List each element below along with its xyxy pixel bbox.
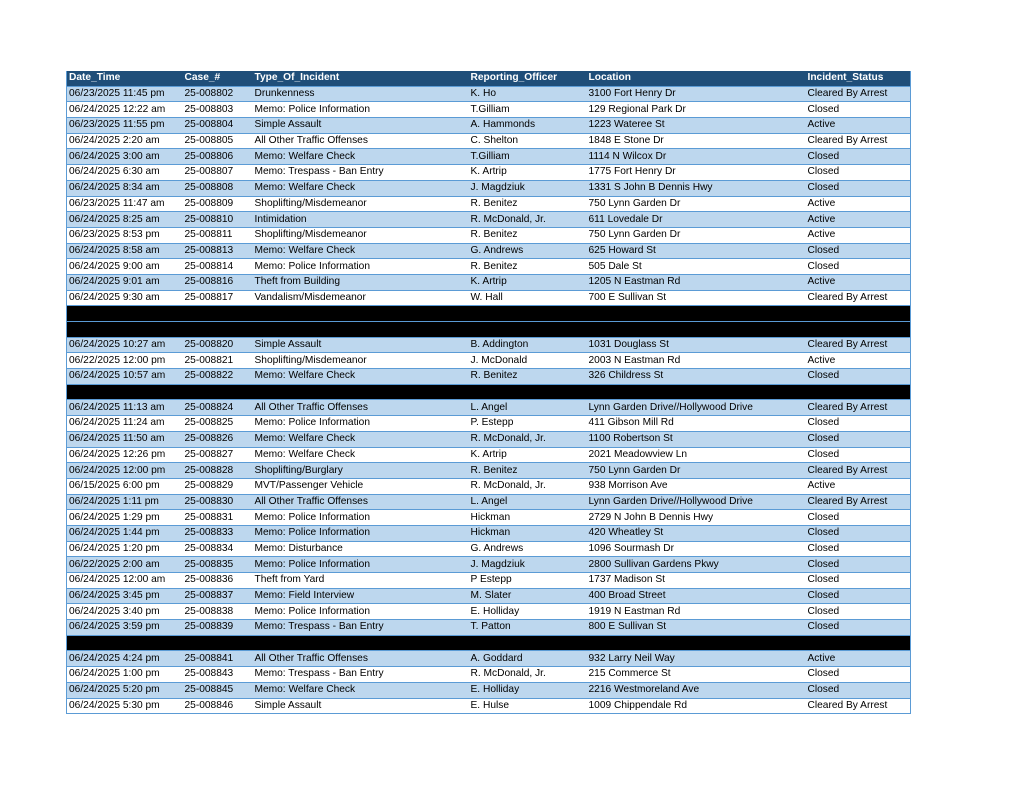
cell-date-time: 06/24/2025 12:00 am: [67, 573, 183, 589]
cell-reporting-officer: R. Benitez: [469, 196, 587, 212]
table-row: [67, 620, 911, 636]
cell-incident-status: Active: [806, 227, 911, 243]
cell-case-number: 25-008828: [183, 463, 253, 479]
cell-type-of-incident: Memo: Police Information: [253, 416, 469, 432]
table-row: [67, 118, 911, 134]
table-row: [67, 165, 911, 181]
cell-date-time: 06/23/2025 11:55 pm: [67, 118, 183, 134]
cell-reporting-officer: A. Hammonds: [469, 118, 587, 134]
cell-date-time: 06/24/2025 9:00 am: [67, 259, 183, 275]
redaction-bar: [183, 635, 253, 651]
cell-location: 3100 Fort Henry Dr: [587, 86, 806, 102]
cell-location: 1331 S John B Dennis Hwy: [587, 180, 806, 196]
cell-incident-status: Active: [806, 212, 911, 228]
cell-incident-status: Closed: [806, 667, 911, 683]
cell-location: 1775 Fort Henry Dr: [587, 165, 806, 181]
redaction-bar: [67, 322, 183, 338]
cell-location: 411 Gibson Mill Rd: [587, 416, 806, 432]
cell-incident-status: Cleared By Arrest: [806, 133, 911, 149]
table-row: [67, 369, 911, 385]
cell-type-of-incident: Simple Assault: [253, 698, 469, 714]
table-row: [67, 180, 911, 196]
cell-case-number: 25-008813: [183, 243, 253, 259]
cell-reporting-officer: R. Benitez: [469, 463, 587, 479]
cell-case-number: 25-008833: [183, 525, 253, 541]
cell-incident-status: Closed: [806, 416, 911, 432]
cell-case-number: 25-008810: [183, 212, 253, 228]
cell-reporting-officer: R. Benitez: [469, 227, 587, 243]
cell-case-number: 25-008803: [183, 102, 253, 118]
cell-reporting-officer: P. Estepp: [469, 416, 587, 432]
cell-location: 326 Childress St: [587, 369, 806, 385]
cell-incident-status: Cleared By Arrest: [806, 463, 911, 479]
cell-date-time: 06/24/2025 9:30 am: [67, 290, 183, 306]
cell-type-of-incident: Memo: Welfare Check: [253, 243, 469, 259]
redaction-bar: [469, 322, 587, 338]
redaction-bar: [806, 635, 911, 651]
redaction-bar: [253, 322, 469, 338]
cell-type-of-incident: Memo: Police Information: [253, 259, 469, 275]
table-row: [67, 212, 911, 228]
cell-date-time: 06/22/2025 12:00 pm: [67, 353, 183, 369]
cell-type-of-incident: MVT/Passenger Vehicle: [253, 478, 469, 494]
redaction-bar: [67, 306, 183, 322]
cell-reporting-officer: J. McDonald: [469, 353, 587, 369]
cell-case-number: 25-008841: [183, 651, 253, 667]
cell-reporting-officer: W. Hall: [469, 290, 587, 306]
header-location: Location: [587, 71, 806, 86]
cell-reporting-officer: K. Artrip: [469, 165, 587, 181]
cell-date-time: 06/24/2025 3:59 pm: [67, 620, 183, 636]
cell-incident-status: Closed: [806, 165, 911, 181]
cell-location: Lynn Garden Drive//Hollywood Drive: [587, 400, 806, 416]
cell-location: 215 Commerce St: [587, 667, 806, 683]
cell-date-time: 06/24/2025 5:20 pm: [67, 682, 183, 698]
header-date-time: Date_Time: [67, 71, 183, 86]
cell-date-time: 06/24/2025 8:58 am: [67, 243, 183, 259]
cell-location: 1031 Douglass St: [587, 337, 806, 353]
cell-reporting-officer: K. Artrip: [469, 274, 587, 290]
cell-reporting-officer: R. McDonald, Jr.: [469, 478, 587, 494]
cell-type-of-incident: Memo: Trespass - Ban Entry: [253, 667, 469, 683]
cell-reporting-officer: K. Ho: [469, 86, 587, 102]
cell-type-of-incident: Drunkenness: [253, 86, 469, 102]
cell-date-time: 06/24/2025 1:00 pm: [67, 667, 183, 683]
cell-reporting-officer: Hickman: [469, 525, 587, 541]
cell-type-of-incident: Memo: Welfare Check: [253, 431, 469, 447]
cell-incident-status: Closed: [806, 620, 911, 636]
cell-location: 505 Dale St: [587, 259, 806, 275]
cell-incident-status: Cleared By Arrest: [806, 290, 911, 306]
cell-reporting-officer: R. McDonald, Jr.: [469, 212, 587, 228]
cell-type-of-incident: Memo: Trespass - Ban Entry: [253, 165, 469, 181]
cell-reporting-officer: E. Holliday: [469, 604, 587, 620]
cell-type-of-incident: Memo: Police Information: [253, 557, 469, 573]
redaction-bar: [67, 635, 183, 651]
cell-date-time: 06/24/2025 5:30 pm: [67, 698, 183, 714]
cell-location: 1114 N Wilcox Dr: [587, 149, 806, 165]
table-row: [67, 682, 911, 698]
cell-location: 2800 Sullivan Gardens Pkwy: [587, 557, 806, 573]
cell-incident-status: Closed: [806, 243, 911, 259]
cell-reporting-officer: J. Magdziuk: [469, 557, 587, 573]
cell-reporting-officer: T. Patton: [469, 620, 587, 636]
cell-case-number: 25-008830: [183, 494, 253, 510]
cell-location: Lynn Garden Drive//Hollywood Drive: [587, 494, 806, 510]
cell-reporting-officer: T.Gilliam: [469, 102, 587, 118]
cell-incident-status: Closed: [806, 180, 911, 196]
cell-type-of-incident: Intimidation: [253, 212, 469, 228]
header-case-number: Case_#: [183, 71, 253, 86]
cell-incident-status: Cleared By Arrest: [806, 337, 911, 353]
header-reporting-officer: Reporting_Officer: [469, 71, 587, 86]
cell-date-time: 06/24/2025 1:20 pm: [67, 541, 183, 557]
cell-date-time: 06/23/2025 11:45 pm: [67, 86, 183, 102]
redaction-bar: [806, 306, 911, 322]
cell-type-of-incident: Memo: Welfare Check: [253, 369, 469, 385]
cell-case-number: 25-008826: [183, 431, 253, 447]
cell-incident-status: Closed: [806, 541, 911, 557]
cell-type-of-incident: Memo: Welfare Check: [253, 447, 469, 463]
cell-location: 1100 Robertson St: [587, 431, 806, 447]
redaction-bar: [469, 384, 587, 400]
cell-date-time: 06/24/2025 1:11 pm: [67, 494, 183, 510]
cell-incident-status: Closed: [806, 259, 911, 275]
redaction-bar: [587, 384, 806, 400]
cell-incident-status: Cleared By Arrest: [806, 698, 911, 714]
redacted-row: [67, 635, 911, 651]
cell-date-time: 06/15/2025 6:00 pm: [67, 478, 183, 494]
redaction-bar: [469, 306, 587, 322]
cell-case-number: 25-008834: [183, 541, 253, 557]
table-row: [67, 510, 911, 526]
cell-date-time: 06/24/2025 8:25 am: [67, 212, 183, 228]
cell-location: 129 Regional Park Dr: [587, 102, 806, 118]
table-row: [67, 227, 911, 243]
cell-case-number: 25-008808: [183, 180, 253, 196]
table-row: [67, 86, 911, 102]
redaction-bar: [183, 306, 253, 322]
cell-incident-status: Cleared By Arrest: [806, 86, 911, 102]
cell-type-of-incident: Memo: Police Information: [253, 102, 469, 118]
cell-type-of-incident: Memo: Welfare Check: [253, 149, 469, 165]
cell-location: 1223 Wateree St: [587, 118, 806, 134]
cell-reporting-officer: L. Angel: [469, 494, 587, 510]
cell-reporting-officer: R. Benitez: [469, 369, 587, 385]
table-row: [67, 463, 911, 479]
cell-location: 700 E Sullivan St: [587, 290, 806, 306]
header-row: [67, 71, 911, 86]
cell-date-time: 06/24/2025 12:26 pm: [67, 447, 183, 463]
redaction-bar: [469, 635, 587, 651]
cell-type-of-incident: Simple Assault: [253, 118, 469, 134]
table-row: [67, 149, 911, 165]
cell-type-of-incident: All Other Traffic Offenses: [253, 400, 469, 416]
cell-location: 800 E Sullivan St: [587, 620, 806, 636]
cell-location: 625 Howard St: [587, 243, 806, 259]
cell-reporting-officer: T.Gilliam: [469, 149, 587, 165]
table-row: [67, 196, 911, 212]
cell-location: 2021 Meadowview Ln: [587, 447, 806, 463]
cell-location: 750 Lynn Garden Dr: [587, 227, 806, 243]
redaction-bar: [67, 384, 183, 400]
table-row: [67, 416, 911, 432]
cell-date-time: 06/24/2025 1:44 pm: [67, 525, 183, 541]
redaction-bar: [253, 635, 469, 651]
cell-case-number: 25-008804: [183, 118, 253, 134]
cell-location: 750 Lynn Garden Dr: [587, 196, 806, 212]
incident-log-table: [66, 71, 911, 714]
cell-incident-status: Active: [806, 353, 911, 369]
cell-date-time: 06/23/2025 8:53 pm: [67, 227, 183, 243]
cell-date-time: 06/24/2025 2:20 am: [67, 133, 183, 149]
cell-location: 938 Morrison Ave: [587, 478, 806, 494]
cell-type-of-incident: Theft from Yard: [253, 573, 469, 589]
cell-incident-status: Active: [806, 274, 911, 290]
cell-type-of-incident: Memo: Police Information: [253, 525, 469, 541]
cell-case-number: 25-008802: [183, 86, 253, 102]
cell-incident-status: Closed: [806, 588, 911, 604]
table-row: [67, 431, 911, 447]
table-row: [67, 494, 911, 510]
cell-location: 420 Wheatley St: [587, 525, 806, 541]
cell-location: 2216 Westmoreland Ave: [587, 682, 806, 698]
cell-incident-status: Closed: [806, 525, 911, 541]
cell-date-time: 06/24/2025 12:00 pm: [67, 463, 183, 479]
cell-date-time: 06/24/2025 3:00 am: [67, 149, 183, 165]
cell-type-of-incident: Memo: Police Information: [253, 510, 469, 526]
redaction-bar: [806, 322, 911, 338]
cell-location: 2729 N John B Dennis Hwy: [587, 510, 806, 526]
cell-case-number: 25-008807: [183, 165, 253, 181]
cell-type-of-incident: Memo: Trespass - Ban Entry: [253, 620, 469, 636]
cell-incident-status: Closed: [806, 431, 911, 447]
cell-incident-status: Closed: [806, 102, 911, 118]
cell-date-time: 06/24/2025 3:40 pm: [67, 604, 183, 620]
cell-case-number: 25-008846: [183, 698, 253, 714]
cell-case-number: 25-008843: [183, 667, 253, 683]
cell-type-of-incident: All Other Traffic Offenses: [253, 651, 469, 667]
redaction-bar: [183, 322, 253, 338]
redacted-row: [67, 384, 911, 400]
table-row: [67, 573, 911, 589]
cell-incident-status: Active: [806, 118, 911, 134]
cell-date-time: 06/24/2025 10:27 am: [67, 337, 183, 353]
redaction-bar: [253, 384, 469, 400]
cell-incident-status: Closed: [806, 682, 911, 698]
table-row: [67, 274, 911, 290]
table-row: [67, 133, 911, 149]
cell-type-of-incident: Vandalism/Misdemeanor: [253, 290, 469, 306]
table-row: [67, 588, 911, 604]
cell-type-of-incident: Theft from Building: [253, 274, 469, 290]
cell-case-number: 25-008824: [183, 400, 253, 416]
cell-date-time: 06/24/2025 12:22 am: [67, 102, 183, 118]
cell-case-number: 25-008838: [183, 604, 253, 620]
table-row: [67, 651, 911, 667]
cell-type-of-incident: Memo: Field Interview: [253, 588, 469, 604]
cell-incident-status: Closed: [806, 604, 911, 620]
cell-case-number: 25-008839: [183, 620, 253, 636]
cell-location: 750 Lynn Garden Dr: [587, 463, 806, 479]
cell-date-time: 06/24/2025 1:29 pm: [67, 510, 183, 526]
cell-reporting-officer: Hickman: [469, 510, 587, 526]
cell-case-number: 25-008814: [183, 259, 253, 275]
table-row: [67, 400, 911, 416]
cell-location: 1009 Chippendale Rd: [587, 698, 806, 714]
cell-incident-status: Closed: [806, 510, 911, 526]
table-row: [67, 102, 911, 118]
cell-case-number: 25-008835: [183, 557, 253, 573]
cell-case-number: 25-008806: [183, 149, 253, 165]
cell-reporting-officer: P Estepp: [469, 573, 587, 589]
cell-type-of-incident: Memo: Disturbance: [253, 541, 469, 557]
cell-type-of-incident: Shoplifting/Burglary: [253, 463, 469, 479]
cell-date-time: 06/24/2025 11:13 am: [67, 400, 183, 416]
cell-reporting-officer: E. Hulse: [469, 698, 587, 714]
cell-location: 1919 N Eastman Rd: [587, 604, 806, 620]
cell-case-number: 25-008836: [183, 573, 253, 589]
cell-reporting-officer: K. Artrip: [469, 447, 587, 463]
cell-type-of-incident: Memo: Welfare Check: [253, 682, 469, 698]
cell-case-number: 25-008817: [183, 290, 253, 306]
cell-date-time: 06/24/2025 8:34 am: [67, 180, 183, 196]
cell-reporting-officer: G. Andrews: [469, 243, 587, 259]
cell-location: 2003 N Eastman Rd: [587, 353, 806, 369]
redaction-bar: [183, 384, 253, 400]
cell-type-of-incident: Shoplifting/Misdemeanor: [253, 196, 469, 212]
table-row: [67, 447, 911, 463]
cell-date-time: 06/24/2025 11:50 am: [67, 431, 183, 447]
cell-location: 932 Larry Neil Way: [587, 651, 806, 667]
table-row: [67, 290, 911, 306]
cell-location: 1205 N Eastman Rd: [587, 274, 806, 290]
cell-incident-status: Active: [806, 651, 911, 667]
cell-type-of-incident: Shoplifting/Misdemeanor: [253, 353, 469, 369]
cell-incident-status: Closed: [806, 557, 911, 573]
cell-location: 400 Broad Street: [587, 588, 806, 604]
table-row: [67, 557, 911, 573]
cell-date-time: 06/24/2025 3:45 pm: [67, 588, 183, 604]
cell-case-number: 25-008809: [183, 196, 253, 212]
cell-reporting-officer: L. Angel: [469, 400, 587, 416]
table-row: [67, 525, 911, 541]
cell-location: 1848 E Stone Dr: [587, 133, 806, 149]
cell-type-of-incident: All Other Traffic Offenses: [253, 133, 469, 149]
cell-reporting-officer: A. Goddard: [469, 651, 587, 667]
cell-reporting-officer: J. Magdziuk: [469, 180, 587, 196]
cell-case-number: 25-008816: [183, 274, 253, 290]
table-row: [67, 478, 911, 494]
cell-case-number: 25-008805: [183, 133, 253, 149]
cell-date-time: 06/24/2025 6:30 am: [67, 165, 183, 181]
cell-reporting-officer: M. Slater: [469, 588, 587, 604]
cell-reporting-officer: R. McDonald, Jr.: [469, 667, 587, 683]
cell-type-of-incident: Shoplifting/Misdemeanor: [253, 227, 469, 243]
cell-incident-status: Closed: [806, 447, 911, 463]
cell-case-number: 25-008845: [183, 682, 253, 698]
cell-type-of-incident: Memo: Police Information: [253, 604, 469, 620]
table-row: [67, 353, 911, 369]
table-row: [67, 698, 911, 714]
redaction-bar: [587, 322, 806, 338]
header-type-of-incident: Type_Of_Incident: [253, 71, 469, 86]
cell-incident-status: Closed: [806, 149, 911, 165]
cell-reporting-officer: B. Addington: [469, 337, 587, 353]
cell-case-number: 25-008811: [183, 227, 253, 243]
cell-reporting-officer: R. McDonald, Jr.: [469, 431, 587, 447]
cell-date-time: 06/24/2025 11:24 am: [67, 416, 183, 432]
cell-type-of-incident: All Other Traffic Offenses: [253, 494, 469, 510]
redaction-bar: [587, 306, 806, 322]
redaction-bar: [253, 306, 469, 322]
cell-reporting-officer: G. Andrews: [469, 541, 587, 557]
cell-date-time: 06/24/2025 4:24 pm: [67, 651, 183, 667]
cell-incident-status: Cleared By Arrest: [806, 494, 911, 510]
cell-case-number: 25-008837: [183, 588, 253, 604]
cell-case-number: 25-008827: [183, 447, 253, 463]
cell-date-time: 06/23/2025 11:47 am: [67, 196, 183, 212]
cell-case-number: 25-008822: [183, 369, 253, 385]
cell-case-number: 25-008821: [183, 353, 253, 369]
cell-case-number: 25-008820: [183, 337, 253, 353]
cell-date-time: 06/24/2025 10:57 am: [67, 369, 183, 385]
redacted-row: [67, 306, 911, 322]
redaction-bar: [806, 384, 911, 400]
cell-type-of-incident: Simple Assault: [253, 337, 469, 353]
redaction-bar: [587, 635, 806, 651]
cell-location: 611 Lovedale Dr: [587, 212, 806, 228]
table-body: [67, 86, 911, 714]
table-row: [67, 337, 911, 353]
cell-date-time: 06/22/2025 2:00 am: [67, 557, 183, 573]
cell-incident-status: Cleared By Arrest: [806, 400, 911, 416]
cell-type-of-incident: Memo: Welfare Check: [253, 180, 469, 196]
table-row: [67, 667, 911, 683]
cell-case-number: 25-008831: [183, 510, 253, 526]
cell-location: 1096 Sourmash Dr: [587, 541, 806, 557]
cell-incident-status: Closed: [806, 573, 911, 589]
header-incident-status: Incident_Status: [806, 71, 911, 86]
cell-incident-status: Active: [806, 196, 911, 212]
cell-reporting-officer: C. Shelton: [469, 133, 587, 149]
cell-incident-status: Active: [806, 478, 911, 494]
cell-location: 1737 Madison St: [587, 573, 806, 589]
cell-case-number: 25-008829: [183, 478, 253, 494]
table-row: [67, 604, 911, 620]
table-row: [67, 259, 911, 275]
redacted-row: [67, 322, 911, 338]
cell-incident-status: Closed: [806, 369, 911, 385]
cell-case-number: 25-008825: [183, 416, 253, 432]
cell-date-time: 06/24/2025 9:01 am: [67, 274, 183, 290]
table-row: [67, 243, 911, 259]
cell-reporting-officer: R. Benitez: [469, 259, 587, 275]
table-row: [67, 541, 911, 557]
cell-reporting-officer: E. Holliday: [469, 682, 587, 698]
